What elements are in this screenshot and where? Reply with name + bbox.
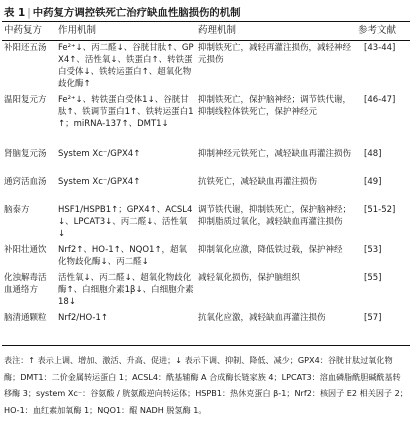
formula-cell: 通窍活血汤 xyxy=(4,177,47,187)
mechanism-cell: HSF1/HSPB1↑；GPX4↑、ACSL4↓、LPCAT3↓、丙二醛↓、活性氧↓ xyxy=(58,205,193,239)
reference-cell: [46-47] xyxy=(364,95,396,105)
pharmacology-cell: 减轻氧化损伤，保护脑组织 xyxy=(198,273,301,283)
header-formula: 中药复方 xyxy=(4,25,43,36)
bottom-rule xyxy=(2,345,410,346)
header-mechanism: 作用机制 xyxy=(58,25,97,36)
reference-cell: [48] xyxy=(364,149,382,159)
table-caption xyxy=(4,4,241,20)
table-notes: 表注：↑ 表示上调、增加、激活、升高、促进；↓ 表示下调、抑制、降低、减少；GPX4：谷胱甘肽过氧化物酶；DMT1：二价金属转运蛋白 1；ACSL4：酰基辅酶 A 合成酶长链家族 4；LPCAT3：溶血磷脂酰胆碱酰基转移酶 3；system Xc⁻：谷氨酸 / 胱氨酸逆向转运体；HSPB1：热休克蛋白 β-1；Nrf2：核因子 E2 相关因子 2；HO-1：血红素加氧酶 1；NQO1：醌 NADH 脱氢酶 1。 xyxy=(4,355,408,415)
reference-cell: [51-52] xyxy=(364,205,396,215)
formula-cell: 化浊解毒活血通络方 xyxy=(4,273,47,295)
table-row xyxy=(2,270,410,310)
mechanism-table xyxy=(2,22,410,338)
table-row xyxy=(2,310,410,338)
mechanism-cell: Nrf2↑、HO-1↑、NQO1↑，超氧化物歧化酶↓、丙二醛↓ xyxy=(58,245,188,267)
reference-cell: [49] xyxy=(364,177,382,187)
pharmacology-cell: 抑制神经元铁死亡，减轻缺血再灌注损伤 xyxy=(198,149,352,159)
formula-cell: 脑泰方 xyxy=(4,205,30,215)
reference-cell: [43-44] xyxy=(364,43,396,53)
pharmacology-cell: 抗氧化应激，减轻缺血再灌注损伤 xyxy=(198,313,326,323)
pharmacology-cell: 调节铁代谢，抑制铁死亡，保护脑神经；抑制脂质过氧化，减轻缺血再灌注损伤 xyxy=(198,205,352,227)
reference-cell: [55] xyxy=(364,273,382,283)
table-row xyxy=(2,146,410,174)
mechanism-cell: System Xc⁻/GPX4↑ xyxy=(58,177,141,187)
table-row xyxy=(2,242,410,270)
header-pharmacology: 药理机制 xyxy=(198,25,237,36)
formula-cell: 补阳还五汤 xyxy=(4,43,47,53)
formula-cell: 温阳复元方 xyxy=(4,95,47,105)
formula-cell: 补阳壮通饮 xyxy=(4,245,47,255)
reference-cell: [53] xyxy=(364,245,382,255)
pharmacology-cell: 抗铁死亡，减轻缺血再灌注损伤 xyxy=(198,177,318,187)
mechanism-cell: System Xc⁻/GPX4↑ xyxy=(58,149,141,159)
table-row xyxy=(2,40,410,92)
mechanism-cell: 活性氧↓、丙二醛↓、超氧化物歧化酶↑、白细胞介素1β↓、白细胞介素18↓ xyxy=(58,273,194,307)
reference-cell: [57] xyxy=(364,313,382,323)
pharmacology-cell: 抑制氧化应激，降低铁过载，保护神经 xyxy=(198,245,343,255)
table-number: 表 1 xyxy=(4,7,26,19)
pharmacology-cell: 抑制铁死亡，减轻再灌注损伤，减轻神经元损伤 xyxy=(198,43,352,65)
mechanism-cell: Fe²⁺↓、丙二醛↓、谷胱甘肽↑、GPX4↑、活性氧↓、铁蛋白↑、转铁蛋白受体↓、铁转运蛋白↑、超氧化物歧化酶↑ xyxy=(58,43,194,89)
table-row xyxy=(2,174,410,202)
pharmacology-cell: 抑制铁死亡，保护脑神经；调节铁代谢，抑制线粒体铁死亡，保护神经元 xyxy=(198,95,352,117)
table-row xyxy=(2,202,410,242)
header-references: 参考文献 xyxy=(358,25,397,36)
formula-cell: 肾脑复元汤 xyxy=(4,149,47,159)
caption-separator: | xyxy=(27,7,31,19)
table-header-row xyxy=(2,22,410,40)
mechanism-cell: Fe²⁺↓、转铁蛋白受体1↓、谷胱甘肽↑、铁调节蛋白1↑、铁转运蛋白1↑；miRNA-137↑、DMT1↓ xyxy=(58,95,194,129)
table-row xyxy=(2,92,410,146)
mechanism-cell: Nrf2/HO-1↑ xyxy=(58,313,109,323)
table-title: 中药复方调控铁死亡治疗缺血性脑损伤的机制 xyxy=(32,7,241,19)
formula-cell: 脑清通颗粒 xyxy=(4,313,47,323)
